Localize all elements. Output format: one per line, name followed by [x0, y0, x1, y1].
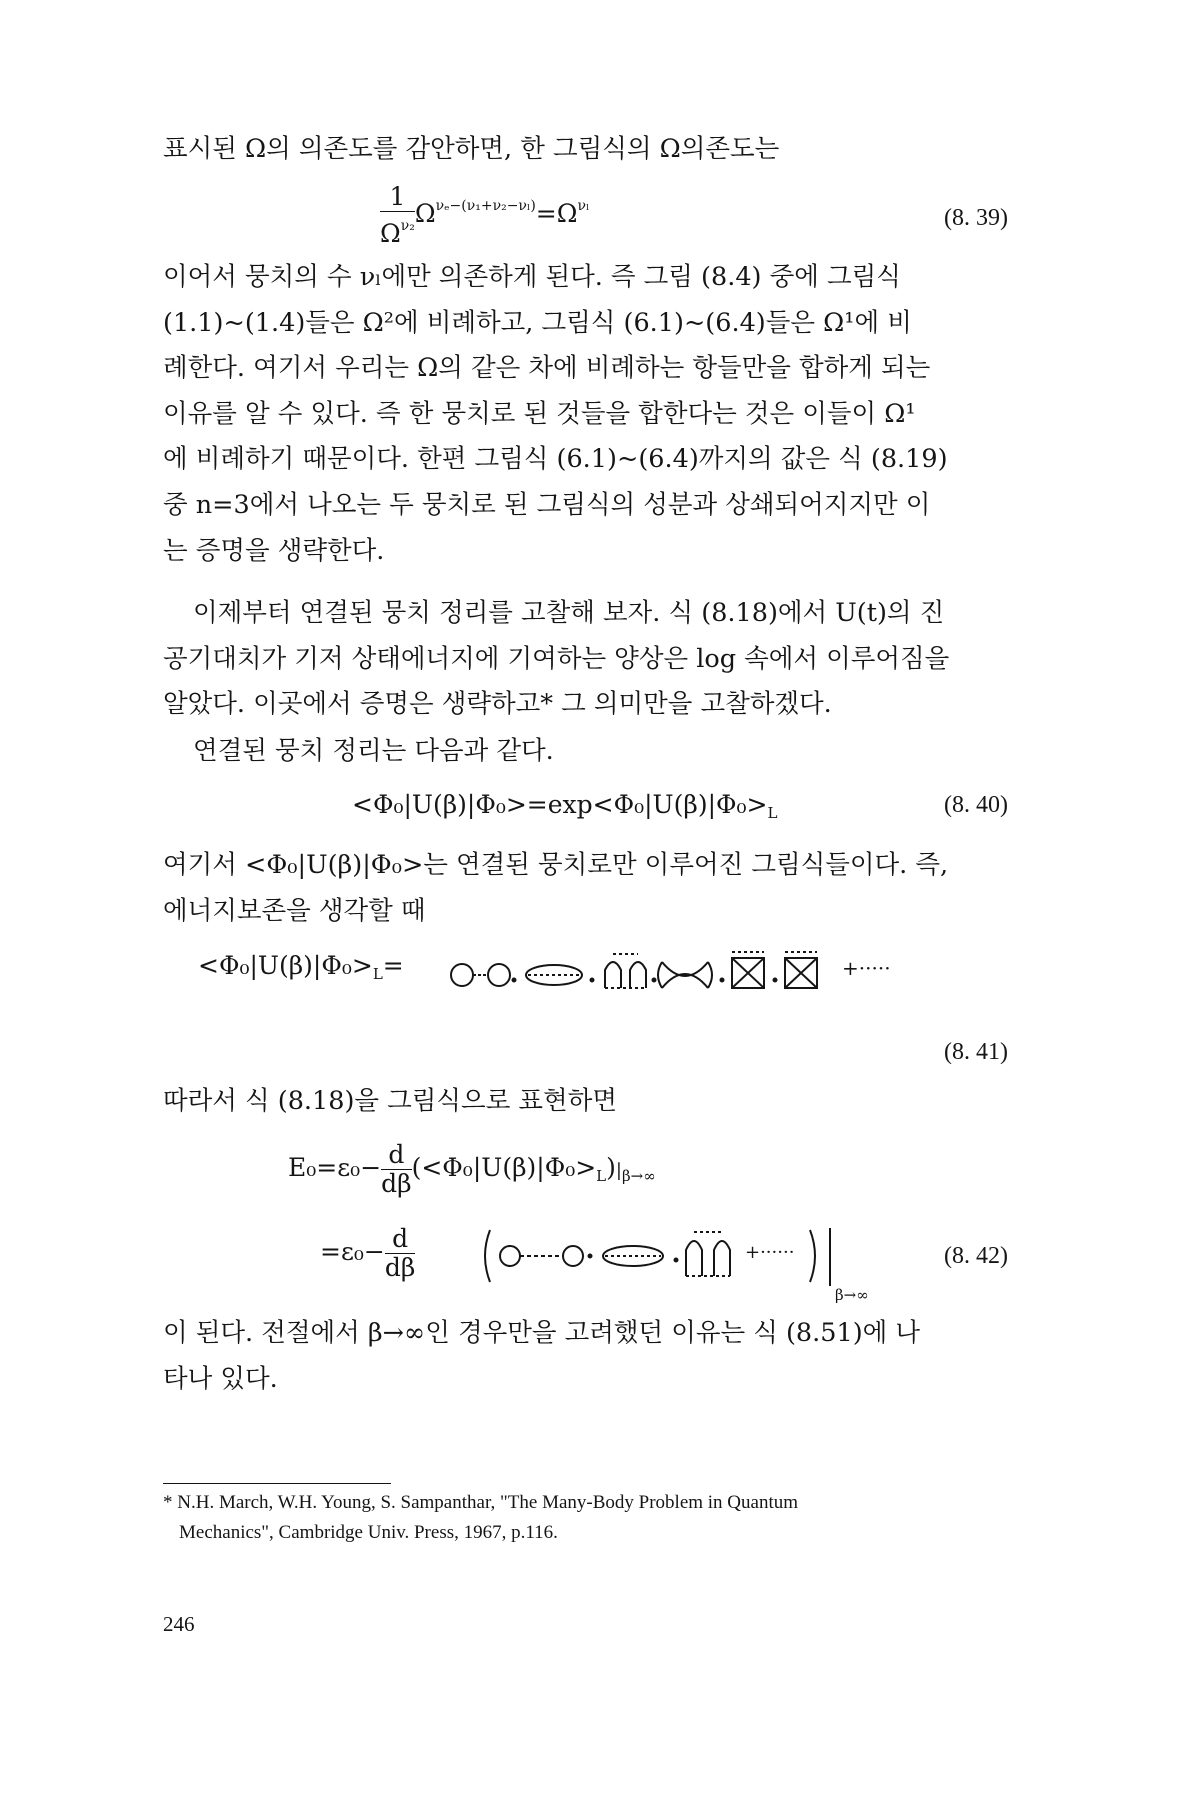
equation-number-8-41: (8. 41) [944, 1039, 1008, 1065]
fraction: $\frac{1}{\Omega^{\nu_2}}$ [380, 182, 415, 248]
equals-omega: =Ω [535, 199, 578, 228]
paragraph-limit-reason [163, 1311, 1043, 1402]
equation-8-39 [380, 183, 589, 248]
derivative-fraction: $\frac{d}{d\beta}$ [381, 1140, 412, 1198]
equation-8-42-line-2: =ε₀− $\frac{d}{d\beta}$ [320, 1224, 416, 1282]
open-paren [485, 1230, 490, 1282]
linked-cluster-diagrams [440, 940, 900, 1010]
text-line: 이어서 뭉치의 수 νₗ에만 의존하게 된다. 즉 그림 (8.4) 중에 그림식 [163, 262, 901, 292]
paragraph-diagram-expression [163, 1079, 1043, 1125]
footnote-line: Mechanics", Cambridge Univ. Press, 1967, p.116. [179, 1522, 558, 1543]
text-line: 에너지보존을 생각할 때 [163, 895, 426, 926]
footnote [163, 1488, 1043, 1548]
equation-number-8-39: (8. 39) [944, 205, 1008, 231]
equation-8-42-line-1: E₀=ε₀− $\frac{d}{d\beta}$ $(<\Phi_0|U(\beta)|\Phi_0>_L)|_{\beta\to\infty}$ [288, 1140, 656, 1198]
paragraph-connected-diagrams [163, 843, 1043, 934]
diagram-crossed-box-1 [732, 952, 777, 988]
derivative-fraction: $\frac{d}{d\beta}$ [384, 1224, 416, 1282]
intro-line [163, 127, 1043, 173]
text-line: 따라서 식 (8.18)을 그림식으로 표현하면 [163, 1086, 617, 1116]
paragraph-cluster-dependence [163, 255, 1043, 574]
diagram-ellipse-loop [603, 1246, 678, 1266]
text-line: 이유를 알 수 있다. 즉 한 뭉치로 된 것들을 합한다는 것은 이들이 Ω¹ [163, 398, 916, 429]
diagram-ellipse-loop [526, 965, 594, 985]
diagram-two-bubbles [500, 1246, 592, 1266]
diagram-two-bubbles [451, 964, 516, 986]
paragraph-theorem-intro [163, 729, 1043, 775]
omega-term: Ω [414, 199, 436, 228]
diagram-crossed-box-2 [785, 952, 817, 988]
text-line: 알았다. 이곳에서 증명은 생략하고* 그 의미만을 고찰하겠다. [163, 689, 832, 720]
equation-number-8-42: (8. 42) [944, 1243, 1008, 1269]
text-line: (1.1)~(1.4)들은 Ω²에 비례하고, 그림식 (6.1)~(6.4)들은 Ω¹에 비 [163, 307, 912, 338]
text-line: 중 n=3에서 나오는 두 뭉치로 된 그림식의 성분과 상쇄되어지지만 이 [163, 489, 931, 520]
text-line: 표시된 Ω의 의존도를 감안하면, 한 그림식의 Ω의존도는 [163, 134, 780, 164]
equation-8-40: $<\Phi_0|U(\beta)|\Phi_0>=\exp<\Phi_0|U(\beta)|\Phi_0>_L$ [352, 790, 778, 822]
omega-exponent: νₑ−(ν₁+ν₂−νₗ) [435, 198, 536, 214]
close-paren [810, 1230, 815, 1282]
rhs-exponent: νₗ [577, 198, 590, 214]
text-line: 여기서 <Φ₀|U(β)|Φ₀>는 연결된 뭉치로만 이루어진 그림식들이다. 즉, [163, 850, 949, 880]
text-line: 타나 있다. [163, 1363, 278, 1394]
text-line: 는 증명을 생략한다. [163, 535, 385, 566]
diagram-double-arch [686, 1232, 730, 1276]
footnote-line: * N.H. March, W.H. Young, S. Sampanthar, "The Many-Body Problem in Quantum [163, 1492, 799, 1513]
text-line: 이 된다. 전절에서 β→∞인 경우만을 고려했던 이유는 식 (8.51)에 나 [163, 1318, 921, 1348]
equation-8-41-trailing: +····· [842, 956, 891, 980]
paragraph-linked-cluster [163, 591, 1043, 728]
diagram-crossed-loops [658, 962, 724, 988]
text-line: 에 비례하기 때문이다. 한편 그림식 (6.1)~(6.4)까지의 값은 식 (8.19) [163, 444, 948, 475]
equation-number-8-40: (8. 40) [944, 792, 1008, 818]
footnote-rule [163, 1483, 391, 1484]
text-line: 이제부터 연결된 뭉치 정리를 고찰해 보자. 식 (8.18)에서 U(t)의 진 [193, 598, 945, 628]
equation-8-42-trailing: +······ [745, 1242, 795, 1263]
equation-8-42-limit: β→∞ [835, 1286, 869, 1304]
diagram-double-arch [605, 954, 656, 988]
text-line: 연결된 뭉치 정리는 다음과 같다. [193, 736, 554, 766]
equation-8-41-lhs: $<\Phi_0|U(\beta)|\Phi_0>_L=$ [198, 951, 404, 983]
text-line: 공기대치가 기저 상태에너지에 기여하는 양상은 log 속에서 이루어짐을 [163, 643, 950, 674]
text-line: 례한다. 여기서 우리는 Ω의 같은 차에 비례하는 항들만을 합하게 되는 [163, 353, 931, 384]
page-number: 246 [163, 1612, 195, 1636]
